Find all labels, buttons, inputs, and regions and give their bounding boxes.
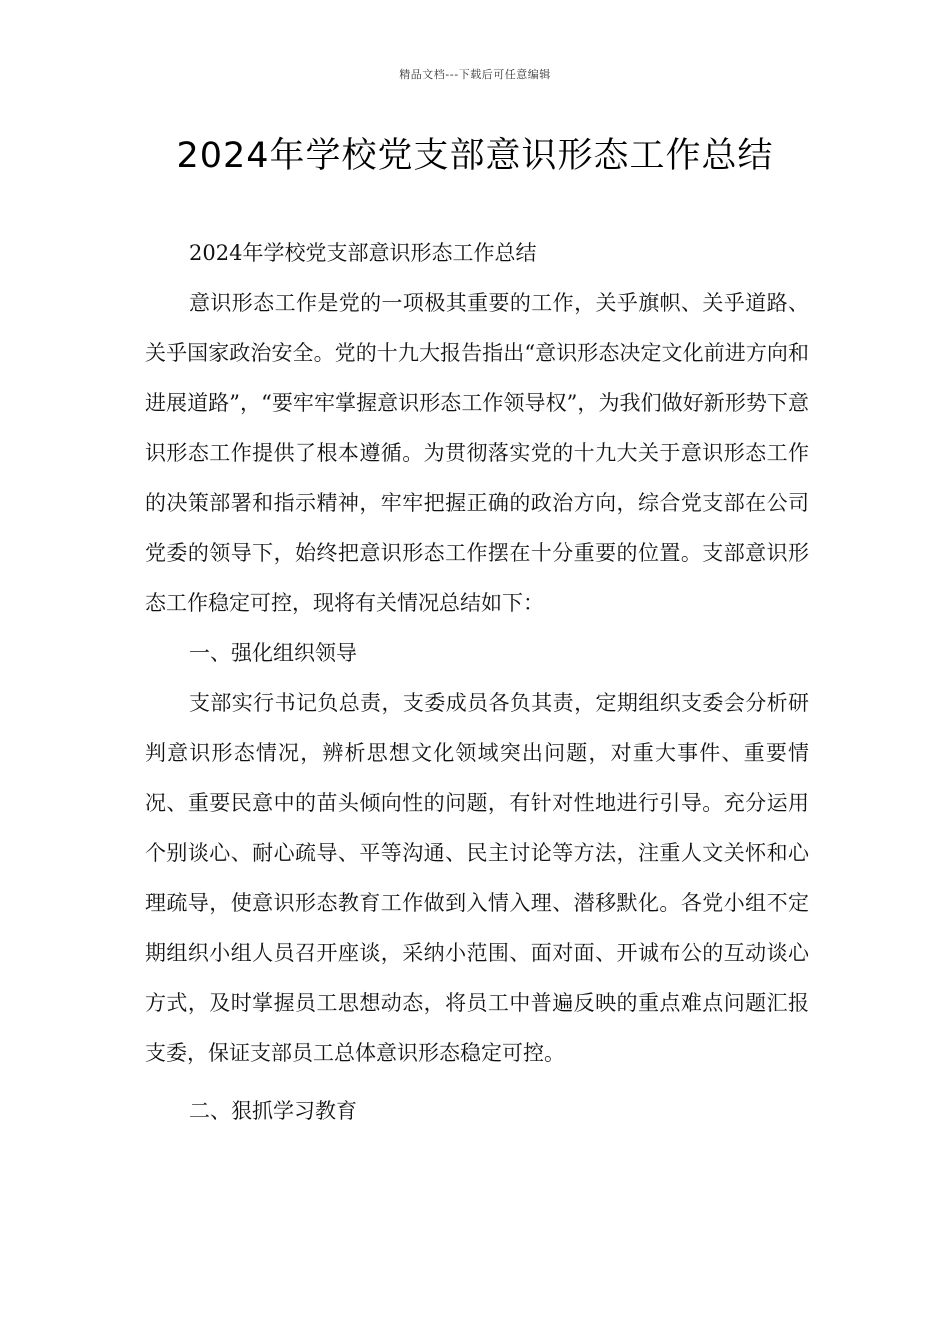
header-note: 精品文档---下载后可任意编辑 xyxy=(399,68,551,81)
document-subtitle: 2024年学校党支部意识形态工作总结 xyxy=(189,241,537,265)
section-1-paragraph: 支部实行书记负总责，支委成员各负其责，定期组织支委会分析研判意识形态情况，辨析思想文化领域突出问题，对重大事件、重要情况、重要民意中的苗头倾向性的问题，有针对性地进行引导。充分运用个别谈心、耐心疏导、平等沟通、民主讨论等方法，注重人文关怀和心理疏导，使意识形态教育工作做到入情入理、潜移默化。各党小组不定期组织小组人员召开座谈，采纳小范围、面对面、开诚布公的互动谈心方式，及时掌握员工思想动态，将员工中普遍反映的重点难点问题汇报支委，保证支部员工总体意识形态稳定可控。 xyxy=(145,691,809,1065)
section-heading-1: 一、强化组织领导 xyxy=(189,641,357,665)
intro-paragraph: 意识形态工作是党的一项极其重要的工作，关乎旗帜、关乎道路、关乎国家政治安全。党的十九大报告指出“意识形态决定文化前进方向和进展道路”，“要牢牢掌握意识形态工作领导权”，为我们做好新形势下意识形态工作提供了根本遵循。为贯彻落实党的十九大关于意识形态工作的决策部署和指示精神，牢牢把握正确的政治方向，综合党支部在公司党委的领导下，始终把意识形态工作摆在十分重要的位置。支部意识形态工作稳定可控，现将有关情况总结如下： xyxy=(145,291,809,615)
document-title: 2024年学校党支部意识形态工作总结 xyxy=(176,136,774,176)
document-body xyxy=(145,228,809,1136)
section-heading-2: 二、狠抓学习教育 xyxy=(189,1099,357,1123)
